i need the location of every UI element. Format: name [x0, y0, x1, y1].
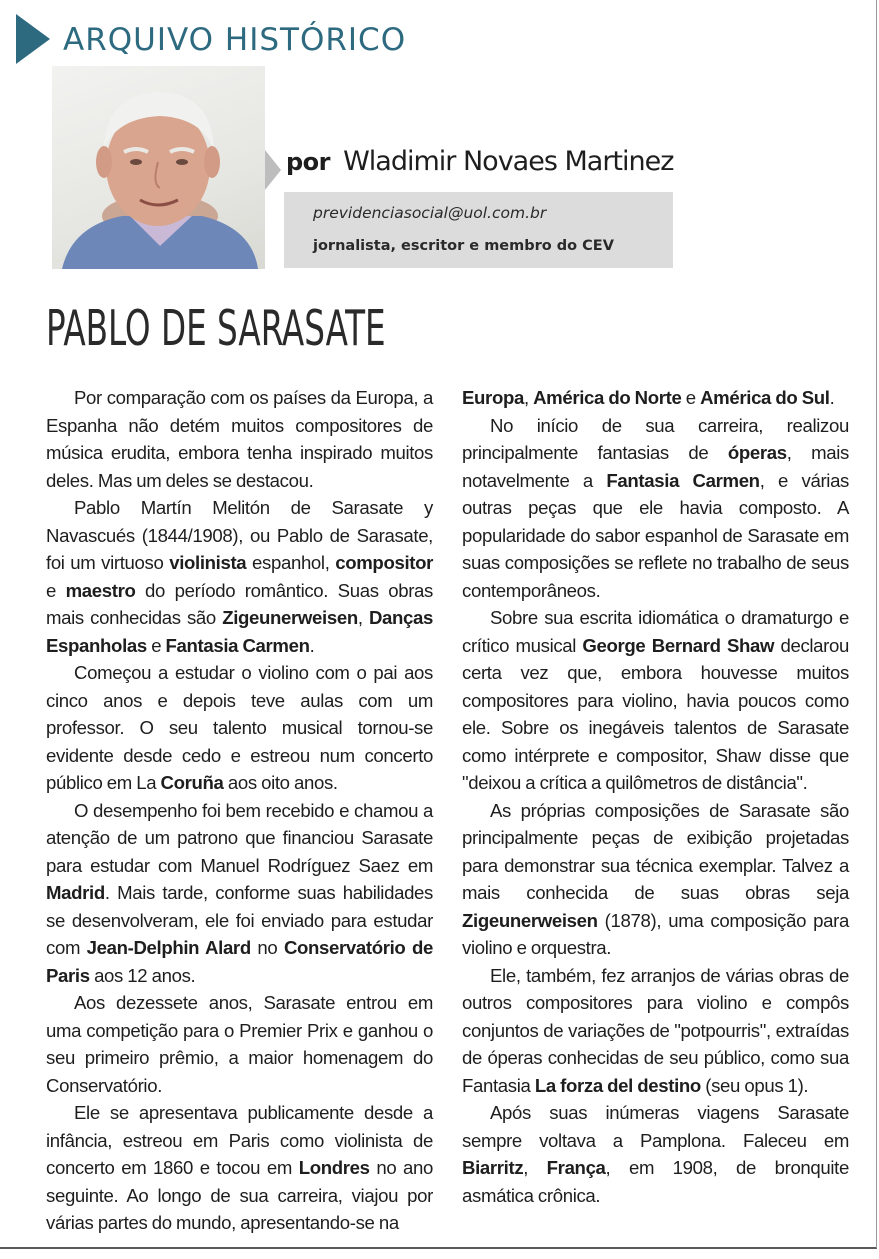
bold-term: La forza del destino	[534, 1074, 701, 1096]
article-headline: PABLO DE SARASATE	[46, 300, 386, 357]
article-paragraph: As próprias composições de Sarasate são principalmente peças de exibição projetadas para demonstrar sua técnica exemplar. Talvez a mais conhecida de suas obras seja Zigeunerweisen (1878), uma composição para violino e orquestra.	[462, 799, 849, 958]
bold-term: Zigeunerweisen	[222, 607, 358, 628]
article-paragraph: Aos dezessete anos, Sarasate entrou em uma competição para o Premier Prix e ganhou o seu primeiro prêmio, a maior homenagem do Conservatório.	[46, 992, 433, 1096]
article-paragraph: Ele, também, fez arranjos de várias obras de outros compositores para violino e compôs conjuntos de variações de "potpourris", extraídas de óperas conhecidas de seu público, como sua Fantasia La forza del destino (seu opus 1).	[462, 964, 849, 1096]
article-paragraph: Ele se apresentava publicamente desde a infância, estreou em Paris como violinista de concerto em 1860 e tocou em Londres no ano seguinte. Ao longo de sua carreira, viajou por várias partes do mundo, apresentando-se na	[46, 1102, 433, 1233]
bold-term: Londres	[298, 1157, 370, 1178]
bold-term: Coruña	[160, 772, 224, 793]
bold-term: Fantasia Carmen	[165, 634, 310, 656]
section-title: ARQUIVO HISTÓRICO	[63, 22, 407, 58]
article-paragraph: O desempenho foi bem recebido e chamou a atenção de um patrono que financiou Sarasate para estudar com Manuel Rodríguez Saez em Madrid. Mais tarde, conforme suas habilidades se desenvolveram, ele foi enviado para estudar com Jean-Delphin Alard no Conservatório de Paris aos 12 anos.	[46, 799, 433, 986]
bold-term: George Bernard Shaw	[582, 634, 775, 656]
byline-prefix: por	[286, 148, 331, 176]
author-name: Wladimir Novaes Martinez	[343, 146, 674, 177]
article-paragraph: Começou a estudar o violino com o pai aos cinco anos e depois teve aulas com um professor. O seu talento musical tornou-se evidente desde cedo e estreou num concerto público em La Coruña aos oito anos.	[46, 662, 433, 793]
article-paragraph-continued: Europa, América do Norte e América do Sul.	[462, 387, 835, 408]
article-column-right	[462, 384, 849, 1209]
bold-term: Danças Espanholas	[46, 607, 433, 656]
article-paragraph: Pablo Martín Melitón de Sarasate y Navascués (1844/1908), ou Pablo de Sarasate, foi um virtuoso violinista espanhol, compositor e maestro do período romântico. Suas obras mais conhecidas são Zigeunerweisen, Danças Espanholas e Fantasia Carmen.	[46, 497, 433, 656]
bold-term: compositor	[335, 552, 433, 573]
article-column-left	[46, 384, 433, 1237]
bold-term: América do Sul	[700, 387, 830, 408]
bold-term: Europa	[462, 387, 524, 408]
bold-term: Fantasia Carmen	[606, 469, 760, 491]
author-info-box	[284, 192, 673, 268]
bold-term: maestro	[65, 579, 136, 601]
author-photo	[52, 66, 265, 269]
bold-term: Biarritz	[462, 1157, 524, 1178]
author-role: jornalista, escritor e membro do CEV	[313, 238, 614, 254]
bold-term: Zigeunerweisen	[462, 909, 598, 931]
article-paragraph: Após suas inúmeras viagens Sarasate sempre voltava a Pamplona. Faleceu em Biarritz, França, em 1908, de bronquite asmática crônica.	[462, 1102, 849, 1206]
bold-term: Jean-Delphin Alard	[86, 937, 251, 958]
byline	[286, 146, 673, 177]
article-paragraph: Por comparação com os países da Europa, a Espanha não detém muitos compositores de música erudita, embora tenha inspirado muitos deles. Mas um deles se destacou.	[46, 387, 433, 491]
author-email[interactable]: previdenciasocial@uol.com.br	[313, 204, 547, 222]
bold-term: Madrid	[46, 882, 105, 903]
bold-term: óperas	[727, 442, 787, 463]
bold-term: América do Norte	[533, 387, 682, 408]
article-paragraph: Sobre sua escrita idiomática o dramaturgo e crítico musical George Bernard Shaw declarou certa vez que, embora houvesse muitos compositores para violino, havia poucos como ele. Sobre os inegáveis talentos de Sarasate como intérprete e compositor, Shaw disse que "deixou a crítica a quilômetros de distância".	[462, 607, 849, 793]
bold-term: Conservatório de Paris	[46, 937, 433, 986]
bold-term: França	[546, 1157, 606, 1178]
photo-pointer	[265, 150, 281, 190]
triangle-right-icon	[16, 14, 50, 64]
article-paragraph: No início de sua carreira, realizou principalmente fantasias de óperas, mais notavelmente a Fantasia Carmen, e várias outras peças que ele havia composto. A popularidade do sabor espanhol de Sarasate em suas composições se reflete no trabalho de seus contemporâneos.	[462, 414, 850, 601]
bold-term: violinista	[169, 552, 247, 573]
